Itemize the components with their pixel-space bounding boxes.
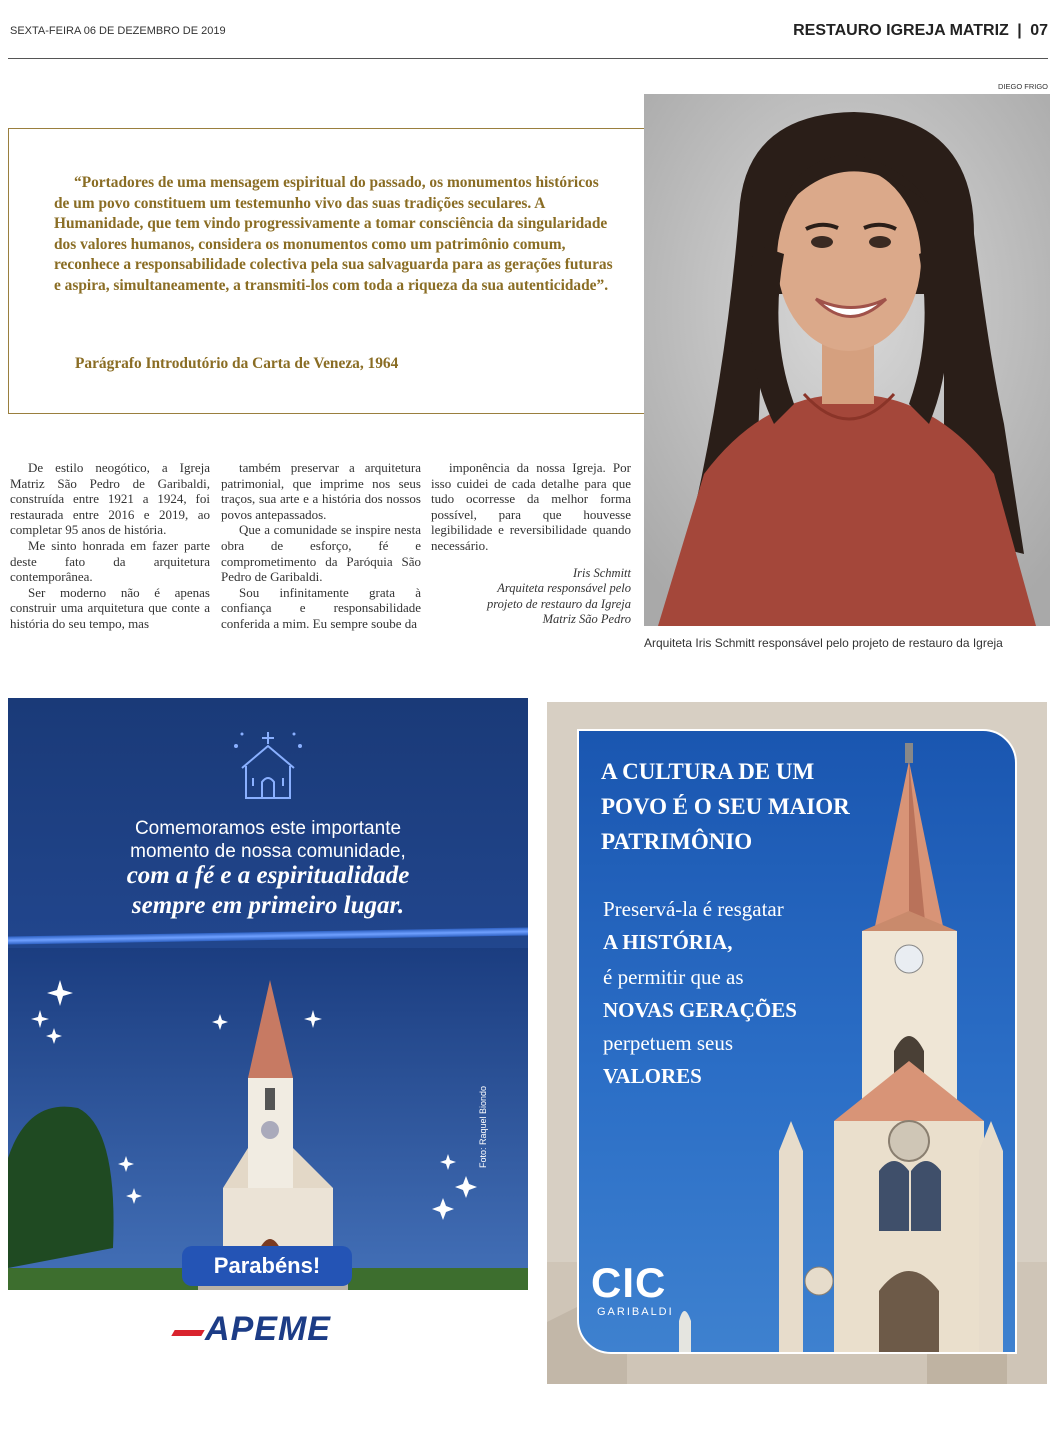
cic-headline-1: A CULTURA DE UM: [601, 759, 815, 784]
cic-body-3: é permitir que as: [603, 965, 744, 989]
page-number: 07: [1030, 22, 1048, 39]
congrats-text: Parabéns!: [213, 1253, 321, 1278]
cic-logo: CIC: [591, 1259, 667, 1306]
quote-text: “Portadores de uma mensagem espiritual do passado, os monumentos históricos de um povo constituem um testemunho vivo das suas tradições seculares. A Humanidade, que tem vindo progressivamente a tomar consciência da singularidade dos valores humanos, considera os monumentos como um patrimônio comum, reconhece a responsabilidade colectiva pela sua salvaguarda para as gerações futuras e aspira, simultaneamente, a transmiti-los com toda a riqueza da sua autenticidade”.: [54, 174, 613, 294]
architect-portrait: [644, 94, 1050, 626]
article-column-1: De estilo neogótico, a Igreja Matriz São Pedro de Garibaldi, construída entre 1921 a 1924, foi restaurada entre 2016 e 2019, ao completar 95 anos de história. Me sinto honrada em fazer parte deste fato da arquitetura contemporânea. Ser moderno não é apenas construir uma arquitetura que conte a história do seu tempo, mas: [10, 460, 210, 631]
header-rule: [8, 58, 1048, 59]
header-section: [793, 22, 1048, 40]
apeme-line-1: Comemoramos este importante: [134, 818, 402, 839]
article-column-2: também preservar a arquitetura patrimonial, que imprime nos seus traços, sua arte e a história dos nossos povos antepassados. Que a comunidade se inspire nesta obra de esforço, fé e comprometimento da Paróquia São Pedro de Garibaldi. Sou infinitamente grata à confiança e responsabilidade conferida a mim. Eu sempre soube da: [221, 460, 421, 631]
header-date: SEXTA-FEIRA 06 DE DEZEMBRO DE 2019: [10, 25, 226, 37]
cic-body-2: A HISTÓRIA,: [603, 930, 733, 954]
cic-advertisement: [547, 702, 1047, 1384]
cic-logo-sub: GARIBALDI: [597, 1306, 674, 1318]
cic-body-6: VALORES: [603, 1064, 702, 1088]
apeme-advertisement: [8, 698, 528, 1384]
section-title: RESTAURO IGREJA MATRIZ: [793, 22, 1009, 39]
apeme-logo: APEME: [205, 1310, 331, 1348]
cic-body-1: Preservá-la é resgatar: [603, 897, 784, 921]
apeme-photo-credit: Foto: Raquel Biondo: [478, 1085, 488, 1168]
cic-headline-3: PATRIMÔNIO: [601, 829, 753, 854]
cic-body-4: NOVAS GERAÇÕES: [603, 998, 797, 1022]
header-separator: |: [1017, 22, 1022, 39]
apeme-script-1: com a fé e a espiritualidade: [126, 862, 410, 889]
church-icon: [228, 728, 308, 802]
quote-source: Parágrafo Introdutório da Carta de Veneza, 1964: [75, 355, 399, 372]
cic-headline-2: POVO É O SEU MAIOR: [601, 794, 850, 819]
cic-body-5: perpetuem seus: [603, 1031, 734, 1055]
apeme-line-2: momento de nossa comunidade,: [130, 841, 406, 862]
apeme-divider: [8, 927, 528, 944]
photo-caption: Arquiteta Iris Schmitt responsável pelo projeto de restauro da Igreja: [644, 636, 1003, 650]
portrait-illustration: [644, 94, 1050, 626]
apeme-script-2: sempre em primeiro lugar.: [131, 892, 405, 919]
apeme-logo-swoosh: [171, 1330, 204, 1336]
congrats-badge: [182, 1246, 352, 1286]
cic-card: [577, 729, 1017, 1354]
photo-credit: DIEGO FRIGO: [997, 82, 1048, 91]
signature: Iris Schmitt Arquiteta responsável pelo projeto de restauro da Igreja Matriz São Pedro: [487, 565, 631, 627]
article-column-3: imponência da nossa Igreja. Por isso cuidei de cada detalhe para que tudo ocorresse da melhor forma possível, para que houvesse legibilidade e reversibilidade quando necessário. Iris Schmitt Arquiteta responsável pelo projeto de restauro da Igreja Matriz São Pedro: [431, 460, 631, 627]
